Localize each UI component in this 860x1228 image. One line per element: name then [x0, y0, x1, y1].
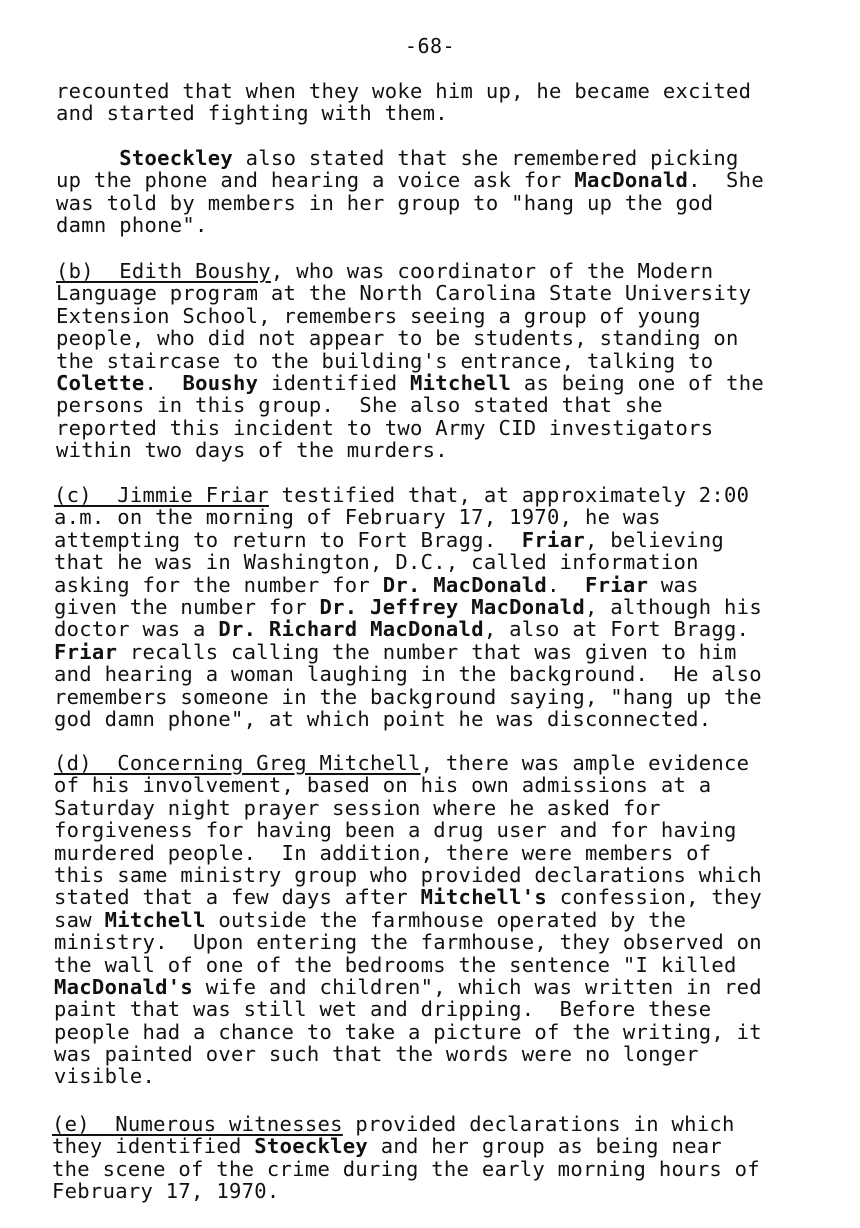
text-segment: this same ministry group who provided declarations which	[54, 862, 762, 887]
text-segment: they identified	[52, 1134, 255, 1159]
text-line	[54, 797, 860, 819]
text-segment: .	[144, 370, 183, 395]
text-line	[56, 282, 860, 304]
text-line	[54, 641, 860, 663]
emphasized-name: Stoeckley	[119, 146, 233, 170]
text-segment: was	[648, 572, 699, 597]
text-line	[56, 147, 860, 169]
paragraph-stoeckley-phone	[56, 147, 860, 237]
text-line	[54, 909, 860, 931]
emphasized-name: Dr. MacDonald	[382, 572, 548, 597]
text-line	[54, 1043, 860, 1065]
emphasized-name: Mitchell	[410, 370, 512, 395]
section-heading: (c) Jimmie Friar	[54, 483, 269, 507]
text-segment: February 17, 1970.	[52, 1179, 280, 1204]
text-line	[54, 976, 860, 998]
text-segment: doctor was a	[54, 617, 219, 642]
text-segment: the staircase to the building's entrance, talking to	[56, 348, 714, 373]
text-segment: and hearing a woman laughing in the background. He also	[54, 662, 762, 687]
text-line	[54, 663, 860, 685]
text-segment: and started fighting with them.	[56, 101, 448, 126]
text-segment: visible.	[54, 1064, 156, 1089]
emphasized-name: Colette	[56, 370, 145, 395]
text-segment: remembers someone in the background saying, "hang up the	[54, 684, 762, 709]
text-line	[56, 394, 860, 416]
text-line	[56, 260, 860, 282]
text-segment: the wall of one of the bedrooms the sentence "I killed	[54, 952, 737, 977]
text-line	[54, 1021, 860, 1043]
text-line	[54, 842, 860, 864]
text-line	[54, 618, 860, 640]
text-segment: Language program at the North Carolina State University	[56, 281, 752, 306]
text-line	[56, 192, 860, 214]
section-heading: (b) Edith Boushy	[56, 259, 271, 283]
text-segment: given the number for	[54, 594, 320, 619]
emphasized-name: MacDonald's	[54, 974, 194, 999]
text-segment: reported this incident to two Army CID investigators	[56, 415, 714, 440]
text-segment: asking for the number for	[54, 572, 383, 597]
text-segment: up the phone and hearing a voice ask for	[56, 168, 575, 193]
text-segment: the scene of the crime during the early morning hours of	[52, 1156, 760, 1181]
text-line	[54, 864, 860, 886]
text-segment: Saturday night prayer session where he asked for	[54, 795, 661, 820]
text-line	[54, 686, 860, 708]
text-line	[54, 484, 860, 506]
text-line	[54, 886, 860, 908]
text-segment: confession, they	[547, 885, 762, 910]
emphasized-name: MacDonald	[574, 168, 689, 193]
text-line	[56, 327, 860, 349]
text-line	[54, 506, 860, 528]
text-line	[52, 1180, 860, 1202]
emphasized-name: Stoeckley	[254, 1134, 369, 1159]
text-segment: identified	[258, 370, 411, 395]
text-segment: was told by members in her group to "hang up the god	[56, 190, 714, 215]
text-line	[52, 1135, 860, 1157]
text-line	[52, 1158, 860, 1180]
text-line	[54, 596, 860, 618]
text-segment: Extension School, remembers seeing a group of young	[56, 303, 701, 328]
text-segment	[56, 146, 119, 170]
text-segment: , who was coordinator of the Modern	[270, 259, 714, 283]
paragraph-b-edith-boushy	[56, 260, 860, 462]
text-segment: testified that, at approximately 2:00	[268, 483, 750, 507]
text-segment: was painted over such that the words were no longer	[54, 1042, 699, 1067]
text-segment: , also at Fort Bragg.	[483, 617, 750, 642]
text-segment: , believing	[584, 527, 725, 552]
text-segment: saw	[54, 907, 105, 932]
text-segment: people had a chance to take a picture of the writing, it	[54, 1019, 762, 1044]
text-segment: . She	[688, 168, 764, 193]
section-heading: (d) Concerning Greg Mitchell	[54, 751, 421, 775]
text-line	[54, 819, 860, 841]
emphasized-name: Friar	[521, 527, 585, 552]
text-line	[54, 1065, 860, 1087]
text-segment: that he was in Washington, D.C., called information	[54, 550, 699, 575]
text-segment: attempting to return to Fort Bragg.	[54, 527, 522, 552]
paragraph-c-jimmie-friar	[54, 484, 860, 730]
emphasized-name: Friar	[54, 639, 118, 664]
text-line	[54, 551, 860, 573]
text-line	[54, 998, 860, 1020]
emphasized-name: Dr. Richard MacDonald	[218, 617, 484, 642]
text-segment: outside the farmhouse operated by the	[205, 907, 687, 932]
page-number: -68-	[404, 34, 456, 58]
text-segment: recounted that when they woke him up, he became excited	[56, 79, 752, 103]
text-line	[56, 417, 860, 439]
text-segment: persons in this group. She also stated that she	[56, 393, 663, 418]
text-segment: ministry. Upon entering the farmhouse, they observed on	[54, 930, 762, 955]
text-segment: of his involvement, based on his own admissions at a	[54, 773, 712, 798]
text-line	[54, 774, 860, 796]
text-segment: also stated that she remembered picking	[233, 146, 739, 170]
text-line	[54, 954, 860, 976]
text-line	[56, 80, 860, 102]
text-segment: and her group as being near	[368, 1134, 723, 1159]
text-segment: , although his	[584, 594, 762, 619]
text-segment: a.m. on the morning of February 17, 1970, he was	[54, 505, 661, 530]
paragraph-d-greg-mitchell	[54, 752, 860, 1088]
emphasized-name: Friar	[585, 572, 649, 597]
text-line	[54, 752, 860, 774]
emphasized-name: Mitchell's	[420, 885, 548, 910]
text-segment: forgiveness for having been a drug user and for having	[54, 818, 737, 843]
text-line	[56, 214, 860, 236]
text-line	[56, 102, 860, 124]
emphasized-name: Mitchell	[104, 907, 206, 932]
text-line	[56, 305, 860, 327]
text-line	[56, 372, 860, 394]
text-line	[54, 574, 860, 596]
text-segment: as being one of the	[511, 370, 764, 395]
text-segment: , there was ample evidence	[420, 751, 750, 775]
text-line	[54, 708, 860, 730]
text-line	[54, 529, 860, 551]
text-segment: provided declarations in which	[342, 1112, 735, 1136]
text-segment: murdered people. In addition, there were members of	[54, 840, 712, 865]
text-line	[54, 931, 860, 953]
text-segment: .	[547, 572, 585, 597]
text-segment: recalls calling the number that was given to him	[117, 639, 737, 664]
text-segment: people, who did not appear to be students, standing on	[56, 326, 739, 351]
text-line	[56, 439, 860, 461]
emphasized-name: Dr. Jeffrey MacDonald	[319, 594, 585, 619]
paragraph-e-numerous-witnesses	[52, 1113, 860, 1203]
text-line	[56, 350, 860, 372]
text-segment: stated that a few days after	[54, 885, 421, 910]
section-heading: (e) Numerous witnesses	[52, 1112, 343, 1136]
text-segment: wife and children", which was written in red	[193, 974, 762, 999]
emphasized-name: Boushy	[182, 370, 259, 395]
text-segment: paint that was still wet and dripping. Before these	[54, 997, 712, 1022]
text-line	[56, 169, 860, 191]
text-segment: god damn phone", at which point he was disconnected.	[54, 706, 712, 731]
text-segment: damn phone".	[56, 213, 208, 238]
text-segment: within two days of the murders.	[56, 438, 448, 463]
text-line	[52, 1113, 860, 1135]
paragraph-recounted	[56, 80, 860, 125]
